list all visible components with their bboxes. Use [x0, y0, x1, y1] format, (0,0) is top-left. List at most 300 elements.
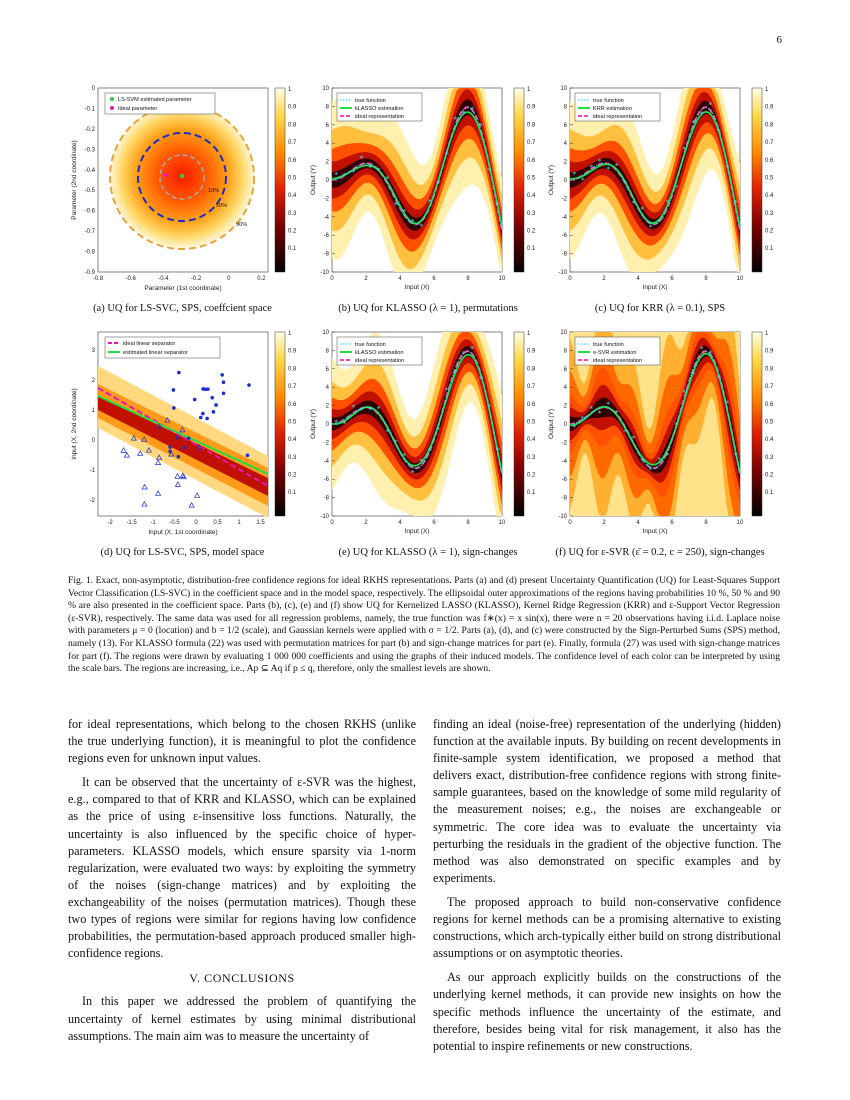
panel-c-svg: [545, 84, 774, 299]
x-tick-label: 6: [670, 276, 674, 282]
y-tick-label: 6: [563, 122, 567, 129]
colorbar-tick-label: 0.1: [527, 246, 536, 253]
colorbar-tick-label: 0.3: [765, 210, 774, 217]
colorbar-tick-label: 0.9: [527, 104, 536, 111]
right-column: [433, 716, 781, 1062]
observation-point: *: [444, 386, 449, 396]
class-point: [220, 373, 224, 377]
class-point: [199, 416, 203, 420]
y-tick-label: -4: [561, 214, 567, 221]
colorbar-tick-label: 0.8: [288, 122, 297, 129]
observation-point: *: [470, 344, 475, 354]
class-point: [177, 371, 181, 375]
colorbar-tick-label: 0.4: [288, 437, 297, 444]
colorbar-tick-label: 0.6: [288, 401, 297, 408]
y-tick-label: 2: [325, 403, 329, 410]
observation-point: *: [334, 170, 339, 180]
colorbar-tick-label: 0.7: [527, 384, 536, 391]
y-tick-label: 0: [563, 178, 567, 184]
colorbar-tick-label: 0.7: [765, 384, 774, 391]
y-tick-label: -10: [558, 270, 567, 276]
colorbar-tick-label: 0.2: [288, 228, 297, 235]
x-tick-label: 2: [602, 520, 606, 526]
class-point: [193, 398, 197, 402]
y-tick-label: 1: [91, 408, 95, 414]
x-tick-label: -0.5: [169, 520, 180, 526]
legend-item: ideal representation: [593, 358, 643, 364]
y-tick-label: 0: [91, 438, 95, 444]
colorbar-tick-label: 0.2: [527, 228, 536, 235]
legend-item: e-SVR estimation: [593, 350, 637, 356]
observation-point: *: [733, 198, 738, 208]
y-axis-label: Output (Y): [310, 165, 317, 195]
figure-panel-b: [307, 84, 536, 299]
y-tick-label: 2: [563, 159, 567, 166]
panel-a-ylabel: Parameter (2nd coordinate): [71, 140, 78, 220]
class-point: [187, 437, 191, 441]
observation-point: *: [657, 455, 662, 465]
x-tick-label: 4: [636, 276, 640, 282]
colorbar-tick-label: 1: [527, 331, 531, 337]
colorbar-tick-label: 0.2: [288, 472, 297, 479]
x-tick-label: 10: [498, 520, 506, 526]
class-point: [210, 396, 214, 400]
class-point: [172, 406, 176, 410]
x-tick-label: 6: [432, 276, 436, 282]
observation-point: *: [402, 207, 407, 217]
colorbar-tick-label: 0.7: [288, 140, 297, 147]
colorbar-tick-label: 0.4: [288, 193, 297, 200]
observation-point: *: [572, 423, 577, 433]
legend-item: kLASSO estimation: [355, 106, 404, 112]
x-tick-label: 6: [670, 520, 674, 526]
class-point: [175, 436, 179, 440]
y-tick-label: -10: [558, 514, 567, 520]
panel-a-xlabel: Parameter (1st coordinate): [144, 285, 222, 292]
colorbar-tick-label: 0.6: [765, 157, 774, 164]
panel-b-svg: [307, 84, 536, 299]
colorbar-tick-label: 0.6: [527, 401, 536, 408]
colorbar-tick-label: 0.6: [527, 157, 536, 164]
y-tick-label: 0: [91, 86, 95, 92]
observation-point: *: [657, 217, 662, 227]
observation-point: *: [631, 433, 636, 443]
class-point: [168, 445, 172, 449]
legend-item: ideal representation: [355, 114, 405, 120]
class-point: [212, 410, 216, 414]
figure-panel-e: [307, 328, 536, 543]
observation-point: *: [623, 179, 628, 189]
observation-point: *: [478, 374, 483, 384]
legend-item: true function: [593, 98, 624, 104]
y-tick-label: -10: [320, 514, 329, 520]
colorbar-tick-label: 0.5: [527, 419, 536, 426]
observation-point: *: [470, 104, 475, 114]
x-tick-label: 4: [398, 520, 402, 526]
legend-item: true function: [355, 98, 386, 104]
y-tick-label: -8: [561, 495, 567, 502]
observation-point: *: [342, 171, 347, 181]
x-tick-label: -0.2: [190, 276, 202, 282]
observation-point: *: [461, 109, 466, 119]
y-axis-label: Output (Y): [548, 409, 555, 439]
y-tick-label: -8: [561, 251, 567, 258]
figure-panel-d: [68, 328, 297, 543]
colorbar-tick-label: 0.9: [765, 104, 774, 111]
observation-point: *: [402, 451, 407, 461]
x-tick-label: -1: [150, 520, 156, 526]
figure-panel-a: [68, 84, 297, 299]
class-point: [177, 455, 181, 459]
class-point: [247, 383, 251, 387]
colorbar-tick-label: 0.4: [765, 193, 774, 200]
figure-caption: Fig. 1. Exact, non-asymptotic, distribution-free confidence regions for ideal RKHS representations. Parts (a) and (d) present Uncertainty Quantification (UQ) for Least-Squares Support Vector Classification (LS-SVC) in the coefficient space and in the model space, respectively. The ellipsoidal outer approximations of the regions having probabilities 10 %, 50 % and 90 % are also presented in the coefficient space. Parts (b), (c), (e) and (f) show UQ for Kernelized LASSO (KLASSO), Kernel Ridge Regression (KRR) and ε-Support Vector Regression (ε-SVR), respectively. The same data was used for all regression problems, namely, the true function was f∗(x) = x sin(x), there were n = 20 observations having i.i.d. Laplace noise with parameters μ = 0 (location) and b = 1/2 (scale), and Gaussian kernels were applied with σ = 1/2. Parts (a), (d), and (c) were constructed by the Sign-Perturbed Sums (SPS) method, namely (13). For KLASSO formula (22) was used with permutation matrices for part (b) and sign-change matrices for part (e). Finally, formula (27) was used with sign-change matrices for part (f). The regions were drawn by evaluating 1 000 000 coefficients and using the graphs of their induced models. The confidence level of each color can be interpreted by using the scale bars. The regions are increasing, i.e., Ap ⊆ Aq if p ≤ q, therefore, only the smallest levels are shown.: [68, 575, 780, 675]
observation-point: *: [606, 400, 611, 410]
subcaption-a: (a) UQ for LS-SVC, SPS, coeffcient space: [93, 303, 272, 314]
observation-point: *: [716, 126, 721, 136]
observation-point: *: [691, 118, 696, 128]
colorbar-tick-label: 0.5: [765, 175, 774, 182]
y-tick-label: -0.8: [84, 249, 95, 256]
y-tick-label: -0.5: [84, 188, 95, 195]
colorbar-tick-label: 0.1: [288, 246, 297, 253]
colorbar-tick-label: 0.7: [527, 140, 536, 147]
colorbar-tick-label: 0.6: [288, 157, 297, 164]
class-point: [214, 403, 218, 407]
y-tick-label: 10: [322, 86, 329, 92]
legend-item: ideal representation: [593, 114, 643, 120]
x-tick-label: 0.5: [213, 520, 222, 526]
x-axis-label: Input (X): [642, 528, 668, 535]
x-tick-label: 0: [330, 276, 334, 282]
observation-point: *: [487, 166, 492, 176]
x-tick-label: 0: [227, 276, 231, 282]
colorbar-tick-label: 0.5: [288, 175, 297, 182]
observation-point: *: [478, 121, 483, 131]
x-tick-label: 1.5: [256, 520, 265, 526]
y-tick-label: -0.6: [84, 208, 95, 215]
x-tick-label: 4: [398, 276, 402, 282]
observation-point: *: [334, 418, 339, 428]
colorbar-tick-label: 1: [288, 87, 292, 93]
x-tick-label: 10: [498, 276, 506, 282]
observation-point: *: [427, 446, 432, 456]
observation-point: *: [614, 408, 619, 418]
subcaption-e: (e) UQ for KLASSO (λ = 1), sign-changes: [338, 547, 518, 558]
colorbar-tick-label: 0.3: [288, 454, 297, 461]
colorbar-tick-label: 1: [765, 87, 769, 93]
legend-a-0: LS-SVM estimated parameter: [118, 97, 192, 103]
y-tick-label: -6: [323, 233, 329, 240]
left-paragraph-1: for ideal representations, which belong to the chosen RKHS (unlike the true underlying function), it is meaningful to plot the confidence regions even for unknown input values.: [68, 717, 416, 766]
observation-point: *: [699, 344, 704, 354]
y-tick-label: -2: [561, 440, 567, 447]
observation-point: *: [648, 465, 653, 475]
y-tick-label: -4: [323, 214, 329, 221]
colorbar-tick-label: 1: [288, 331, 292, 337]
right-paragraph-1: finding an ideal (noise-free) representation of the underlying (hidden) function at the available inputs. By building on recent developments in finite-sample system identification, we proposed a method that delivers exact, distribution-free confidence regions with strong finite-sample guarantees, based on the knowledge of some mild regularity of the measurement noises; e.g., the noises are exchangeable or symmetric. The core idea was to evaluate the uncertainty via perturbing the residuals in the gradient of the objective function. The method was also demonstrated on specific examples and by experiments.: [433, 717, 781, 885]
observation-point: *: [682, 144, 687, 154]
observation-point: *: [461, 349, 466, 359]
y-tick-label: -0.3: [84, 147, 95, 154]
colorbar-tick-label: 1: [765, 331, 769, 337]
panel-d-ylabel: Input (X, 2nd coordinate): [71, 388, 78, 460]
y-tick-label: 0: [325, 422, 329, 428]
observation-point: *: [631, 198, 636, 208]
colorbar-tick-label: 0.7: [765, 140, 774, 147]
observation-point: *: [665, 451, 670, 461]
colorbar-tick-label: 0.1: [765, 490, 774, 497]
observation-point: *: [351, 403, 356, 413]
y-tick-label: 6: [325, 122, 329, 129]
colorbar-tick-label: 0.9: [765, 348, 774, 355]
y-tick-label: -2: [323, 440, 329, 447]
colorbar-tick-label: 0.9: [288, 104, 297, 111]
y-tick-label: 2: [91, 378, 95, 384]
colorbar-tick-label: 0.3: [288, 210, 297, 217]
right-paragraph-3: As our approach explicitly builds on the constructions of the underlying kernel methods, it can provide new insights on how the specific methods influence the uncertainty of the estimate, and therefore, besides being vital for risk management, it also has the potential to inspire refinements or new constructions.: [433, 970, 781, 1053]
class-point: [222, 391, 226, 395]
y-tick-label: -6: [561, 233, 567, 240]
observation-point: *: [597, 156, 602, 166]
x-tick-label: 8: [466, 520, 470, 526]
x-tick-label: 8: [704, 276, 708, 282]
observation-point: *: [436, 425, 441, 435]
observation-point: *: [453, 115, 458, 125]
y-tick-label: 8: [325, 104, 329, 111]
legend-item: true function: [593, 342, 624, 348]
colorbar-tick-label: 0.3: [527, 210, 536, 217]
observation-point: *: [393, 437, 398, 447]
page-number: 6: [776, 34, 782, 46]
x-tick-label: 8: [466, 276, 470, 282]
y-tick-label: 0: [563, 422, 567, 428]
observation-point: *: [674, 420, 679, 430]
colorbar-tick-label: 0.4: [765, 437, 774, 444]
x-tick-label: 0: [330, 520, 334, 526]
subcaption-c: (c) UQ for KRR (λ = 0.1), SPS: [594, 303, 726, 314]
observation-point: *: [580, 414, 585, 424]
observation-point: *: [648, 222, 653, 232]
legend-item: kLASSO estimation: [355, 350, 404, 356]
y-tick-label: -4: [561, 458, 567, 465]
observation-point: *: [427, 197, 432, 207]
observation-point: *: [606, 164, 611, 174]
y-tick-label: -2: [323, 196, 329, 203]
y-tick-label: -1: [89, 468, 95, 474]
legend-a-1: Ideal parameter: [118, 106, 158, 112]
x-tick-label: 1: [237, 520, 241, 526]
y-tick-label: 0: [325, 178, 329, 184]
x-tick-label: -0.4: [158, 276, 169, 282]
colorbar-tick-label: 0.8: [288, 366, 297, 373]
subcaption-b: (b) UQ for KLASSO (λ = 1), permutations: [338, 303, 518, 314]
x-tick-label: 6: [432, 520, 436, 526]
legend-item: ideal representation: [355, 358, 405, 364]
y-tick-label: 10: [560, 86, 567, 92]
observation-point: *: [674, 182, 679, 192]
x-axis-label: Input (X): [404, 528, 430, 535]
colorbar-tick-label: 0.8: [527, 366, 536, 373]
level-10: 10%: [208, 188, 220, 194]
y-tick-label: 6: [325, 366, 329, 373]
colorbar-tick-label: 0.4: [527, 437, 536, 444]
panel-d-xlabel: Input (X, 1st coordinate): [148, 529, 218, 536]
y-tick-label: -6: [323, 477, 329, 484]
x-tick-label: 0: [568, 520, 572, 526]
y-tick-label: 8: [563, 104, 567, 111]
ideal-parameter: [164, 173, 168, 177]
observation-point: *: [410, 217, 415, 227]
section-heading: V. CONCLUSIONS: [189, 971, 295, 986]
y-tick-label: 2: [325, 159, 329, 166]
legend-item: KRR estimation: [593, 106, 632, 112]
colorbar-tick-label: 0.9: [527, 348, 536, 355]
observation-point: *: [410, 468, 415, 478]
y-tick-label: 10: [322, 330, 329, 336]
observation-point: *: [359, 406, 364, 416]
observation-point: *: [708, 100, 713, 110]
colorbar-tick-label: 0.8: [765, 122, 774, 129]
colorbar-tick-label: 0.7: [288, 384, 297, 391]
colorbar-tick-label: 0.2: [765, 228, 774, 235]
x-tick-label: 0.2: [257, 276, 266, 282]
observation-point: *: [495, 445, 500, 455]
observation-point: *: [589, 162, 594, 172]
y-tick-label: -8: [323, 251, 329, 258]
colorbar-tick-label: 0.2: [527, 472, 536, 479]
class-point: [246, 453, 250, 457]
y-tick-label: 10: [560, 330, 567, 336]
colorbar-tick-label: 0.2: [765, 472, 774, 479]
observation-point: *: [733, 451, 738, 461]
observation-point: *: [572, 169, 577, 179]
observation-point: *: [708, 349, 713, 359]
x-tick-label: 4: [636, 520, 640, 526]
x-tick-label: -0.6: [125, 276, 136, 282]
class-point: [172, 388, 176, 392]
observation-point: *: [393, 200, 398, 210]
observation-point: *: [453, 367, 458, 377]
class-point: [222, 380, 226, 384]
x-axis-label: Input (X): [404, 284, 430, 291]
y-tick-label: 3: [91, 348, 95, 354]
y-tick-label: -0.7: [84, 229, 95, 236]
observation-point: *: [682, 388, 687, 398]
colorbar-tick-label: 0.9: [288, 348, 297, 355]
x-tick-label: -2: [107, 520, 113, 526]
y-tick-label: -2: [89, 498, 95, 504]
x-tick-label: 2: [364, 276, 368, 282]
level-90: 90%: [236, 222, 248, 228]
observation-point: *: [385, 427, 390, 437]
observation-point: *: [368, 405, 373, 415]
right-paragraph-2: The proposed approach to build non-conservative confidence regions for kernel methods can be a promising alternative to existing constructions, which arch-typically either build on strong distributional assumptions or on asymptotic theories.: [433, 894, 781, 961]
x-tick-label: 10: [736, 520, 744, 526]
observation-point: *: [487, 402, 492, 412]
observation-point: *: [351, 168, 356, 178]
x-tick-label: -0.8: [92, 276, 104, 282]
y-tick-label: -0.9: [84, 270, 95, 276]
observation-point: *: [495, 200, 500, 210]
y-tick-label: -2: [561, 196, 567, 203]
legend-d-0: ideal linear separator: [123, 341, 176, 347]
x-axis-label: Input (X): [642, 284, 668, 291]
observation-point: *: [589, 404, 594, 414]
colorbar-tick-label: 0.8: [527, 122, 536, 129]
class-point: [201, 412, 205, 416]
x-tick-label: 10: [736, 276, 744, 282]
observation-point: *: [691, 370, 696, 380]
observation-point: *: [614, 161, 619, 171]
observation-point: *: [640, 204, 645, 214]
x-tick-label: -1.5: [126, 520, 137, 526]
y-tick-label: 8: [325, 348, 329, 355]
observation-point: *: [640, 456, 645, 466]
observation-point: *: [368, 163, 373, 173]
left-paragraph-3: In this paper we addressed the problem of quantifying the uncertainty of kernel estimates by using minimal distributional assumptions. The main aim was to measure the uncertainty of: [68, 994, 416, 1043]
panel-d-svg: [68, 328, 297, 543]
x-tick-label: 2: [364, 520, 368, 526]
colorbar-tick-label: 0.1: [288, 490, 297, 497]
class-point: [204, 387, 208, 391]
y-tick-label: 8: [563, 348, 567, 355]
legend-item: true function: [355, 342, 386, 348]
colorbar-tick-label: 0.5: [288, 419, 297, 426]
class-point: [205, 417, 209, 421]
y-tick-label: 4: [325, 385, 329, 392]
colorbar-tick-label: 0.8: [765, 366, 774, 373]
colorbar-tick-label: 0.1: [765, 246, 774, 253]
observation-point: *: [699, 109, 704, 119]
legend-d-1: estimated linear separator: [123, 350, 188, 356]
x-tick-label: 8: [704, 520, 708, 526]
left-paragraph-2: It can be observed that the uncertainty of ε-SVR was the highest, e.g., compared to that of KRR and KLASSO, which can be explained as the price of using ε-insensitive loss functions. Naturally, the uncertainty is also influenced by the specific choice of hyper-parameters. KLASSO models, which ensure sparsity via 1-norm regularization, were evaluated two ways: by exploiting the symmetry of the noises (sign-change matrices) and by exploiting the exchangeability of the noises (permutation matrices). Though these two types of regions were similar for regions having low confidence probabilities, the permutation-based approach produced smaller high-confidence regions.: [68, 775, 416, 961]
y-tick-label: -0.4: [84, 167, 95, 174]
subcaption-d: (d) UQ for LS-SVC, SPS, model space: [100, 547, 265, 558]
figure-panel-f: [545, 328, 774, 543]
observation-point: *: [385, 174, 390, 184]
observation-point: *: [376, 166, 381, 176]
y-tick-label: -4: [323, 458, 329, 465]
subcaption-f: (f) UQ for ε-SVR (ε̄ = 0.2, c = 250), sign-changes: [555, 547, 765, 558]
colorbar-tick-label: 0.5: [527, 175, 536, 182]
observation-point: *: [342, 419, 347, 429]
y-tick-label: 6: [563, 366, 567, 373]
observation-point: *: [359, 154, 364, 164]
panel-a-svg: [68, 84, 297, 299]
y-tick-label: -8: [323, 495, 329, 502]
left-column: [68, 716, 416, 1052]
observation-point: *: [725, 163, 730, 173]
colorbar-tick-label: 0.4: [527, 193, 536, 200]
colorbar-tick-label: 0.6: [765, 401, 774, 408]
y-axis-label: Output (Y): [310, 409, 317, 439]
y-tick-label: -6: [561, 477, 567, 484]
colorbar-tick-label: 0.1: [527, 490, 536, 497]
colorbar-tick-label: 1: [527, 87, 531, 93]
colorbar-tick-label: 0.3: [765, 454, 774, 461]
y-tick-label: 4: [563, 141, 567, 148]
class-point: [183, 446, 187, 450]
level-50: 50%: [216, 203, 228, 209]
observation-point: *: [436, 179, 441, 189]
y-tick-label: 2: [563, 403, 567, 410]
observation-point: *: [419, 221, 424, 231]
y-tick-label: 4: [325, 141, 329, 148]
y-tick-label: -0.1: [84, 106, 95, 113]
colorbar-tick-label: 0.3: [527, 454, 536, 461]
